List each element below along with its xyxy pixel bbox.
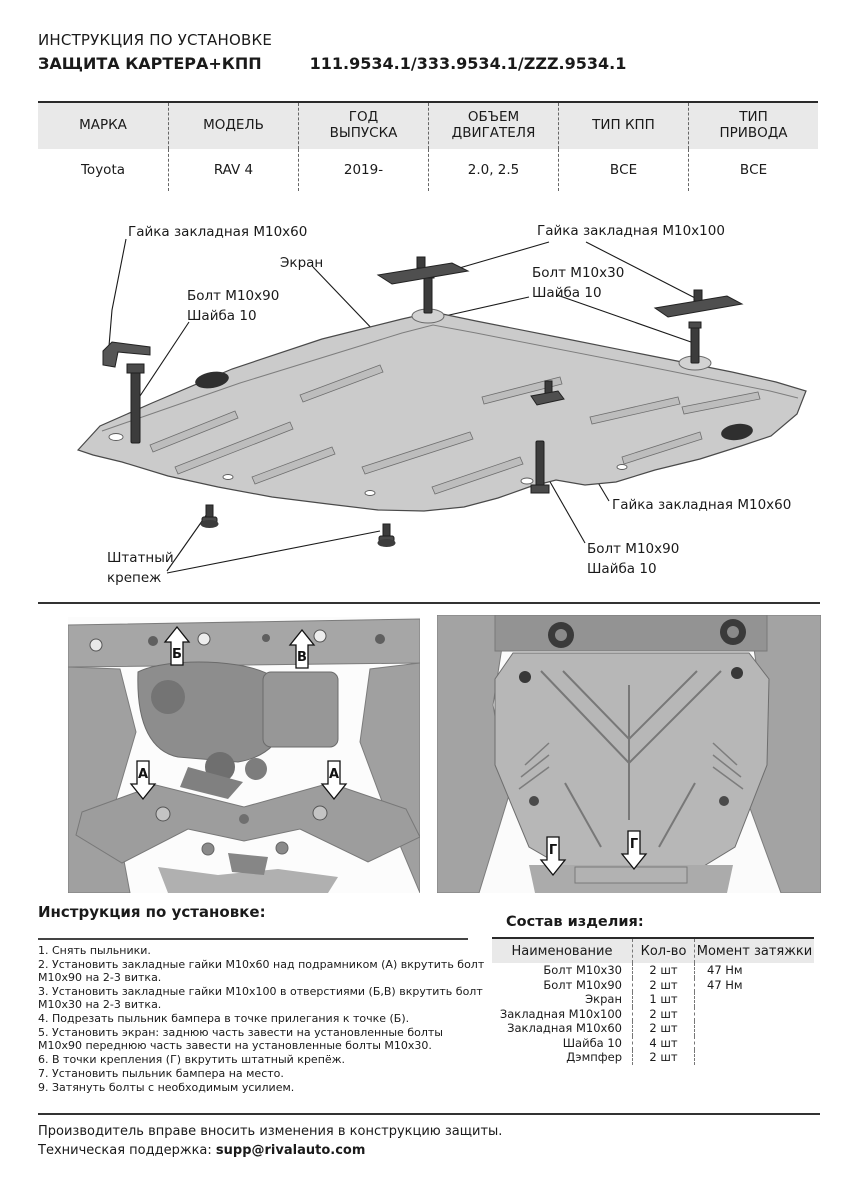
part-torque [694,1021,814,1036]
part-name: Болт М10х90 [543,977,622,992]
marker-letter: В [297,650,307,665]
product-name: ЗАЩИТА КАРТЕРА+КПП [38,54,262,73]
label-weld-nut-m10x60-right [612,495,791,515]
manufacturer-note: Производитель вправе вносить изменения в конструкцию защиты. [38,1124,503,1139]
part-qty: 4 шт [632,1036,694,1051]
label-line: Штатный [107,550,174,566]
part-qty: 2 шт [632,1050,694,1065]
label-weld-nut-m10x60-top [128,222,307,242]
marker-letter: Г [548,843,558,858]
part-qty: 2 шт [632,963,694,978]
instruction-step: 9. Затянуть болты с необходимым усилием. [38,1080,295,1094]
bolt-head [689,322,701,328]
bolt-m10x90-right [536,441,544,487]
part-qty: 2 шт [632,1021,694,1036]
product-line [38,54,626,73]
spec-cell-year: 2019- [298,149,428,191]
instruction-step: 4. Подрезать пыльник бампера в точке прилегания к точке (Б). [38,1011,410,1025]
spec-header-model: МОДЕЛЬ [168,103,298,149]
label-bolt-m10x90-right [587,539,679,579]
label-bolt-m10x30 [532,263,624,303]
spec-cell-brand: Toyota [80,162,126,178]
label-line: Болт М10х30 [532,265,625,281]
underbody-before-image [68,617,420,893]
spec-header-year: ГОД ВЫПУСКА [298,103,428,149]
label-line: крепеж [107,570,162,586]
part-name: Экран [585,992,622,1007]
exploded-view-diagram [0,215,849,602]
label-line: Болт М10х90 [587,541,680,557]
part-qty: 2 шт [632,1007,694,1022]
part-qty: 1 шт [632,992,694,1007]
label-line: Гайка закладная М10х60 [128,224,308,240]
label-line: Экран [280,255,324,271]
part-name: Шайба 10 [562,1035,622,1050]
marker-letter: Б [172,647,182,662]
part-numbers: 111.9534.1/333.9534.1/ZZZ.9534.1 [309,54,627,73]
bolt-m10x90-left [131,371,140,443]
instructions-title: Инструкция по установке: [38,903,266,921]
instruction-step: 3. Установить закладные гайки М10х100 в отверстиями (Б,В) вкрутить болт М10х30 на 2-3 витка. [38,984,483,1011]
instruction-step: 7. Установить пыльник бампера на место. [38,1066,284,1080]
spec-cell-engine: 2.0, 2.5 [428,149,558,191]
part-torque [694,1050,814,1065]
bolt-head [531,485,549,493]
label-line: Гайка закладная М10х60 [612,497,792,513]
part-name: Болт М10х30 [543,963,622,978]
parts-table [492,937,814,1065]
parts-header-torque: Момент затяжки [694,939,814,963]
part-torque: 47 Нм [694,978,814,993]
weld-nut-bar-m10x100-left [378,257,468,284]
spec-header-brand: МАРКА [38,103,168,149]
spec-cell-drive: ВСЕ [688,149,818,191]
instruction-step: 6. В точки крепления (Г) вкрутить штатный крепёж. [38,1052,346,1066]
bolt-m10x30-left [424,277,432,313]
skid-plate-drawing [0,215,849,602]
underbody-photo-after [437,615,821,893]
part-torque [694,1007,814,1022]
marker-letter: Г [629,837,639,852]
label-line: Шайба 10 [187,308,257,324]
support-label: Техническая поддержка: [38,1143,212,1158]
weld-nut-m10x60-left [103,342,150,367]
instruction-step: 5. Установить экран: заднюю часть завести на установленные болты М10х90 переднюю часть завести на установленные болты М10х30. [38,1025,443,1052]
part-name: Закладная М10х60 [507,1021,622,1036]
label-bolt-m10x90-left [187,286,279,326]
support-line [38,1143,365,1158]
stock-fastener-bolts [201,505,396,547]
label-line: Болт М10х90 [187,288,280,304]
parts-list-title: Состав изделия: [506,914,644,930]
spec-header-engine: ОБЪЕМ ДВИГАТЕЛЯ [428,103,558,149]
part-torque [694,992,814,1007]
label-weld-nut-m10x100 [537,221,725,241]
instruction-step: 2. Установить закладные гайки М10х60 над подрамником (А) вкрутить болт М10х90 на 2-3 витка. [38,957,485,984]
part-name: Закладная М10х100 [499,1006,622,1021]
part-torque [694,1036,814,1051]
support-email: supp@rivalauto.com [215,1143,366,1158]
label-line: Шайба 10 [587,561,657,577]
part-name: Дэмпфер [566,1050,622,1065]
section-divider [38,602,820,604]
vehicle-spec-table [38,101,818,191]
spec-header-drive: ТИП ПРИВОДА [688,103,818,149]
weld-nut-bar-m10x100-right [655,290,742,317]
marker-letter: А [328,767,340,782]
footer-divider [38,1113,820,1115]
marker-letter: А [137,767,149,782]
document-title: ИНСТРУКЦИЯ ПО УСТАНОВКЕ [38,31,273,49]
underbody-photo-before [68,617,420,893]
label-screen [280,253,323,273]
spec-header-gearbox: ТИП КПП [558,103,688,149]
part-torque: 47 Нм [694,963,814,978]
parts-header-name: Наименование [492,939,632,963]
instruction-step: 1. Снять пыльники. [38,944,151,957]
bolt-head [127,364,144,373]
parts-header-qty: Кол-во [632,939,694,963]
underbody-after-image [437,615,821,893]
label-line: Гайка закладная М10х100 [537,223,725,239]
label-line: Шайба 10 [532,285,602,301]
part-qty: 2 шт [632,978,694,993]
bolt-m10x30-right [691,327,699,363]
instructions-rule [38,938,468,940]
spec-cell-gearbox: ВСЕ [558,149,688,191]
instructions-steps [38,945,490,1096]
spec-cell-model: RAV 4 [168,149,298,191]
label-stock-fastener [107,548,174,588]
